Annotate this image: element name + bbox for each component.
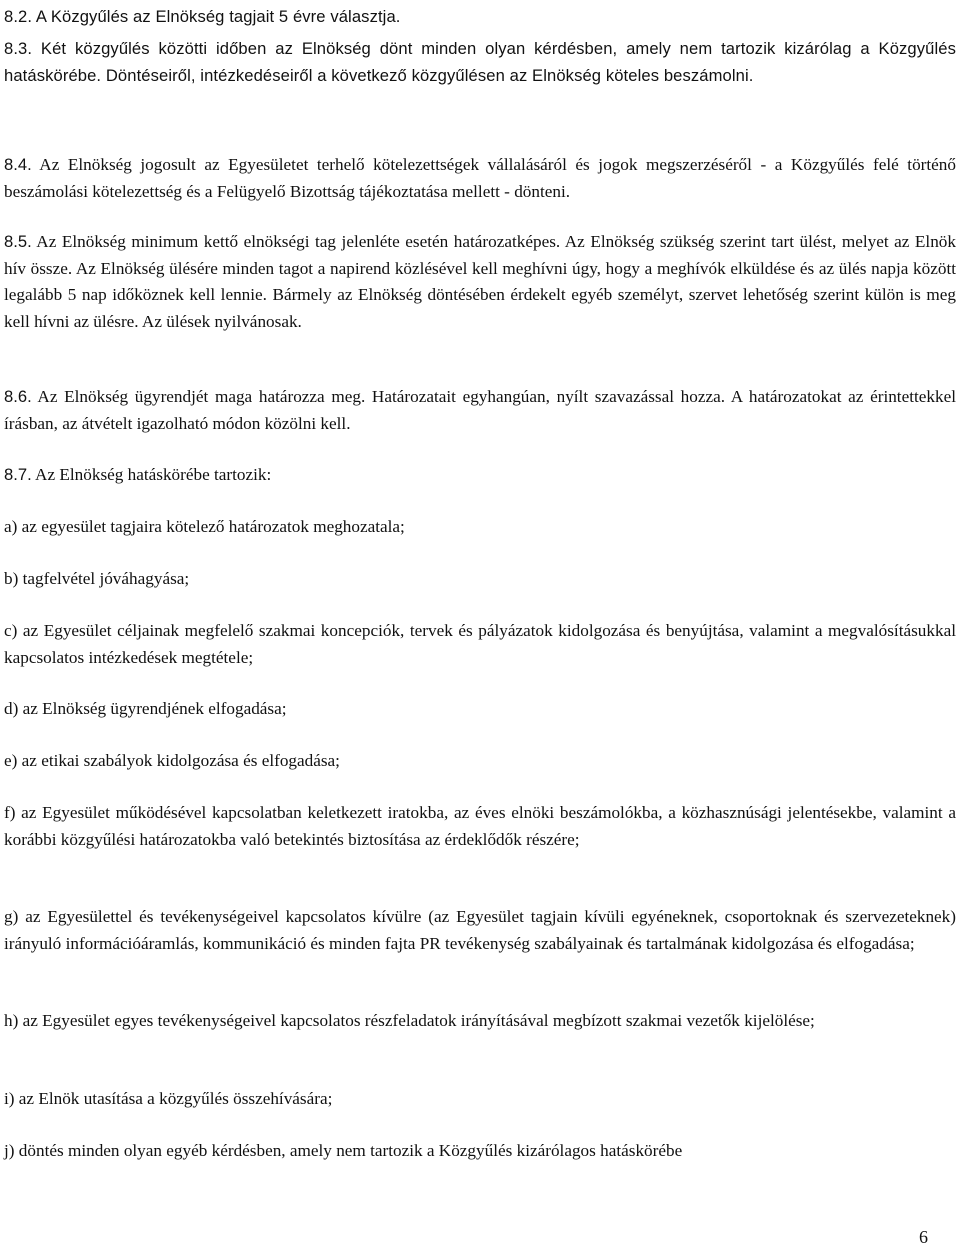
paragraph-8-2 [4,4,956,31]
list-item-g: g) az Egyesülettel és tevékenységeivel kapcsolatos kívülre (az Egyesület tagjain kívüli egyéneknek, csoportoknak és szervezeteknek) irányuló információáramlás, kommunikáció és minden fajta PR tevékenység szabályainak és tartalmának kidolgozása és elfogadása; [4,907,956,953]
paragraph-text: Két közgyűlés közötti időben az Elnökség dönt minden olyan kérdésben, amely nem tartozik kizárólag a Közgyűlés hatáskörébe. Döntéseiről, intézkedéseiről a következő közgyűlésen az Elnökség köteles beszámolni. [4,39,956,85]
paragraph-8-5 [4,229,956,335]
list-item-i: i) az Elnök utasítása a közgyűlés összehívására; [4,1089,333,1108]
section-number: 8.2. [4,7,33,26]
paragraph-8-7 [4,462,956,489]
list-item-d: d) az Elnökség ügyrendjének elfogadása; [4,699,287,718]
paragraph-text: Az Elnökség ügyrendjét maga határozza meg. Határozatait egyhangúan, nyílt szavazással hozza. A határozatokat az érintettekkel írásban, az átvételt igazolható módon közölni kell. [4,387,956,433]
list-item-j: j) döntés minden olyan egyéb kérdésben, amely nem tartozik a Közgyűlés kizárólagos hatáskörébe [4,1141,683,1160]
paragraph-8-6 [4,384,956,437]
paragraph-8-3 [4,36,956,89]
section-number: 8.7. [4,465,32,484]
section-number: 8.3. [4,39,33,58]
list-item-b: b) tagfelvétel jóváhagyása; [4,569,190,588]
list-item-a: a) az egyesület tagjaira kötelező határozatok meghozatala; [4,517,405,536]
section-number: 8.4. [4,155,32,174]
list-item-c: c) az Egyesület céljainak megfelelő szakmai koncepciók, tervek és pályázatok kidolgozása és benyújtása, valamint a megvalósításukkal kapcsolatos intézkedések megtétele; [4,621,956,667]
paragraph-text: A Közgyűlés az Elnökség tagjait 5 évre választja. [35,7,401,26]
list-item-f: f) az Egyesület működésével kapcsolatban keletkezett iratokba, az éves elnöki beszámolókba, a közhasznúsági jelentésekbe, valamint a korábbi közgyűlési határozatokba való betekintés biztosítása az érdeklődők részére; [4,803,956,849]
page-number: 6 [919,1227,928,1247]
list-item-h: h) az Egyesület egyes tevékenységeivel kapcsolatos részfeladatok irányításával megbízott szakmai vezetők kijelölése; [4,1011,815,1030]
paragraph-text: Az Elnökség jogosult az Egyesületet terhelő kötelezettségek vállalásáról és jogok megszerzéséről - a Közgyűlés felé történő beszámolási kötelezettség és a Felügyelő Bizottság tájékoztatása mellett - dönteni. [4,155,956,201]
paragraph-8-4 [4,152,956,205]
list-item-e: e) az etikai szabályok kidolgozása és elfogadása; [4,751,340,770]
paragraph-text: Az Elnökség minimum kettő elnökségi tag jelenléte esetén határozatképes. Az Elnökség szükség szerint tart ülést, melyet az Elnök hív össze. Az Elnökség ülésére minden tagot a napirend közlésével kell meghívni úgy, hogy a meghívók elküldése és az ülés napja között legalább 5 nap időköznek kell lennie. Bármely az Elnökség döntésében érdekelt egyéb személyt, szervet lehetőség szerint külön is meg kell hívni az ülésre. Az ülések nyilvánosak. [4,232,956,331]
paragraph-text: Az Elnökség hatáskörébe tartozik: [35,465,272,484]
section-number: 8.6. [4,387,32,406]
section-number: 8.5. [4,232,32,251]
